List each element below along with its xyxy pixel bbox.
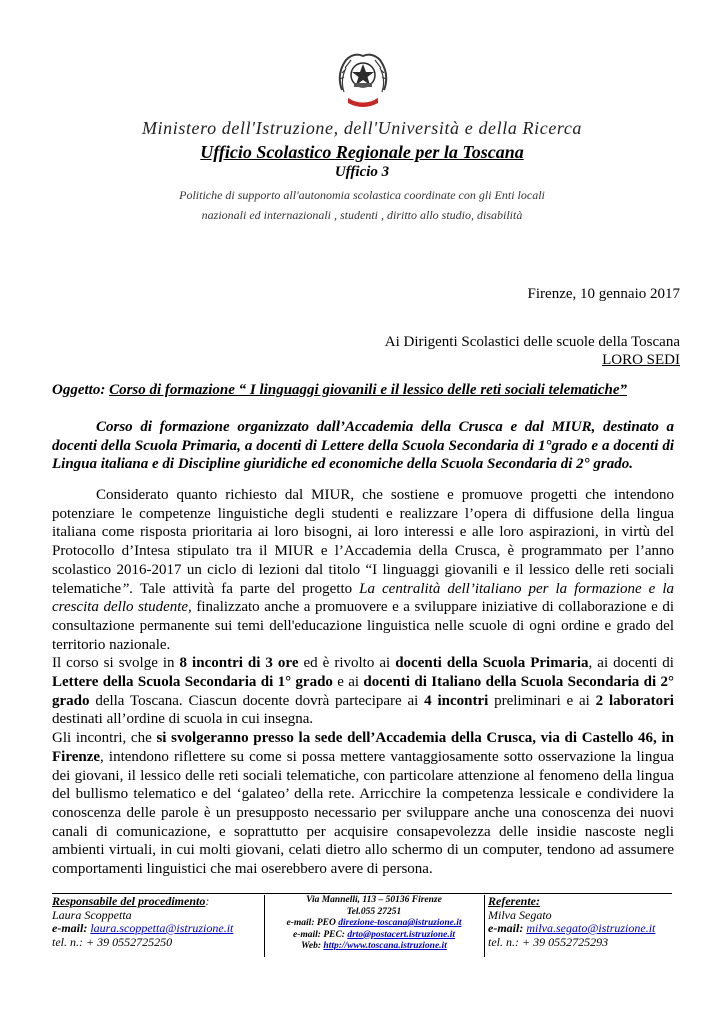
referent-email-link[interactable]: milva.segato@istruzione.it (526, 921, 656, 935)
course-description: Corso di formazione organizzato dall’Accademia della Crusca e dal MIUR, destinato a docenti della Scuola Primaria, a docenti di Lettere della Scuola Secondaria di 1°grado e a docenti di Lingua italiana e di Discipline giuridiche ed economiche della Scuola Secondaria di 2° grado. (52, 419, 674, 472)
website-link[interactable]: http://www.toscana.istruzione.it (323, 941, 447, 951)
body-paragraph-3: Gli incontri, che si svolgeranno presso la sede dell’Accademia della Crusca, via di Castello 46, in Firenze, intendono riflettere su come si possa mettere vantaggiosamente sotto osservazione la lingua dei giovani, il lessico delle reti sociali telematiche, con particolare attenzione al fenomeno della lingua del bullismo telematico e del ‘galateo’ della rete. Arricchire la competenza lessicale e condividere la conoscenza delle parole è un presupposto necessario per sviluppare anche una conoscenza dei nuovi canali di comunicazione, e soprattutto per acquisire consapevolezza delle insidie nascoste negli ambienti virtuali, in cui molti giovani, celati dietro allo schermo di un computer, tendono ad assumere comportamenti linguistici che mai oserebbero avere di persona. (52, 730, 674, 878)
footer-separator-left (264, 895, 265, 957)
italian-republic-emblem-icon (334, 50, 392, 112)
footer-contact-referent: Referente: Milva Segato e-mail: milva.segato@istruzione.it tel. n.: + 39 0552725293 (488, 895, 673, 949)
responsible-name: Laura Scoppetta (52, 907, 132, 922)
subject-label: Oggetto: (52, 382, 106, 398)
office-description-line-1: Politiche di supporto all'autonomia scolastica coordinate con gli Enti locali (179, 188, 545, 202)
pec-email-link[interactable]: drto@postacert.istruzione.it (347, 929, 456, 940)
office-phone: Tel.055 27251 (346, 906, 402, 917)
letter-date: Firenze, 10 gennaio 2017 (527, 286, 680, 302)
ministry-name: Ministero dell'Istruzione, dell'Università e della Ricerca (141, 118, 583, 138)
subject-line (52, 380, 674, 400)
subject-text: Corso di formazione “ I linguaggi giovanili e il lessico delle reti sociali telematiche” (109, 382, 627, 398)
body-paragraph-2: Il corso si svolge in 8 incontri di 3 ore ed è rivolto ai docenti della Scuola Primaria, ai docenti di Lettere della Scuola Secondaria di 1° grado e ai docenti di Italiano della Scuola Secondaria di 2° grado della Toscana. Ciascun docente dovrà partecipare ai 4 incontri preliminari e ai 2 laboratori destinati all’ordine di scuola in cui insegna. (52, 655, 674, 728)
referent-label: Referente: (488, 894, 540, 908)
responsible-label: Responsabile del procedimento (52, 894, 206, 908)
addressee-line-2: LORO SEDI (602, 352, 680, 368)
peo-email-link[interactable]: direzione-toscana@istruzione.it (338, 918, 462, 928)
letter-body (52, 486, 674, 879)
regional-office-name: Ufficio Scolastico Regionale per la Toscana (200, 142, 524, 162)
office-description-line-2: nazionali ed internazionali , studenti , diritto allo studio, disabilità (201, 208, 523, 222)
responsible-phone: tel. n.: + 39 0552725250 (52, 934, 173, 949)
addressee-line-1: Ai Dirigenti Scolastici delle scuole della Toscana (384, 334, 680, 350)
footer-office-address: Via Mannelli, 113 – 50136 Firenze Tel.055 27251 e-mail: PEO direzione-toscana@istruzione.it e-mail: PEC: drto@postacert.istruzione.it Web: http://www.toscana.istruzione.it (267, 895, 481, 953)
office-address: Via Mannelli, 113 – 50136 Firenze (306, 895, 442, 905)
responsible-email-link[interactable]: laura.scoppetta@istruzione.it (90, 921, 234, 935)
footer-contact-responsible: Responsabile del procedimento: Laura Scoppetta e-mail: laura.scoppetta@istruzione.it tel. n.: + 39 0552725250 (52, 895, 262, 949)
referent-name: Milva Segato (488, 907, 552, 922)
office-unit: Ufficio 3 (334, 164, 390, 180)
referent-phone: tel. n.: + 39 0552725293 (488, 934, 609, 949)
body-paragraph-1: Considerato quanto richiesto dal MIUR, che sostiene e promuove progetti che intendono potenziare le competenze linguistiche degli studenti e realizzare l’opera di diffusione della lingua italiana come risposta prioritaria ai loro bisogni, ai loro interessi e alle loro aspirazioni, in virtù del Protocollo d’Intesa stipulato tra il MIUR e l’Accademia della Crusca, è programmato per l’anno scolastico 2016-2017 un ciclo di lezioni dal titolo “I linguaggi giovanili e il lessico delle reti sociali telematiche”. Tale attività fa parte del progetto La centralità dell’italiano per la formazione e la crescita dello studente, finalizzato anche a promuovere e a sviluppare iniziative di collaborazione e di consultazione permanente sui temi dell'educazione linguistica nelle scuole di ogni ordine e grado del territorio nazionale. (52, 487, 674, 653)
footer-separator-right (484, 895, 485, 957)
